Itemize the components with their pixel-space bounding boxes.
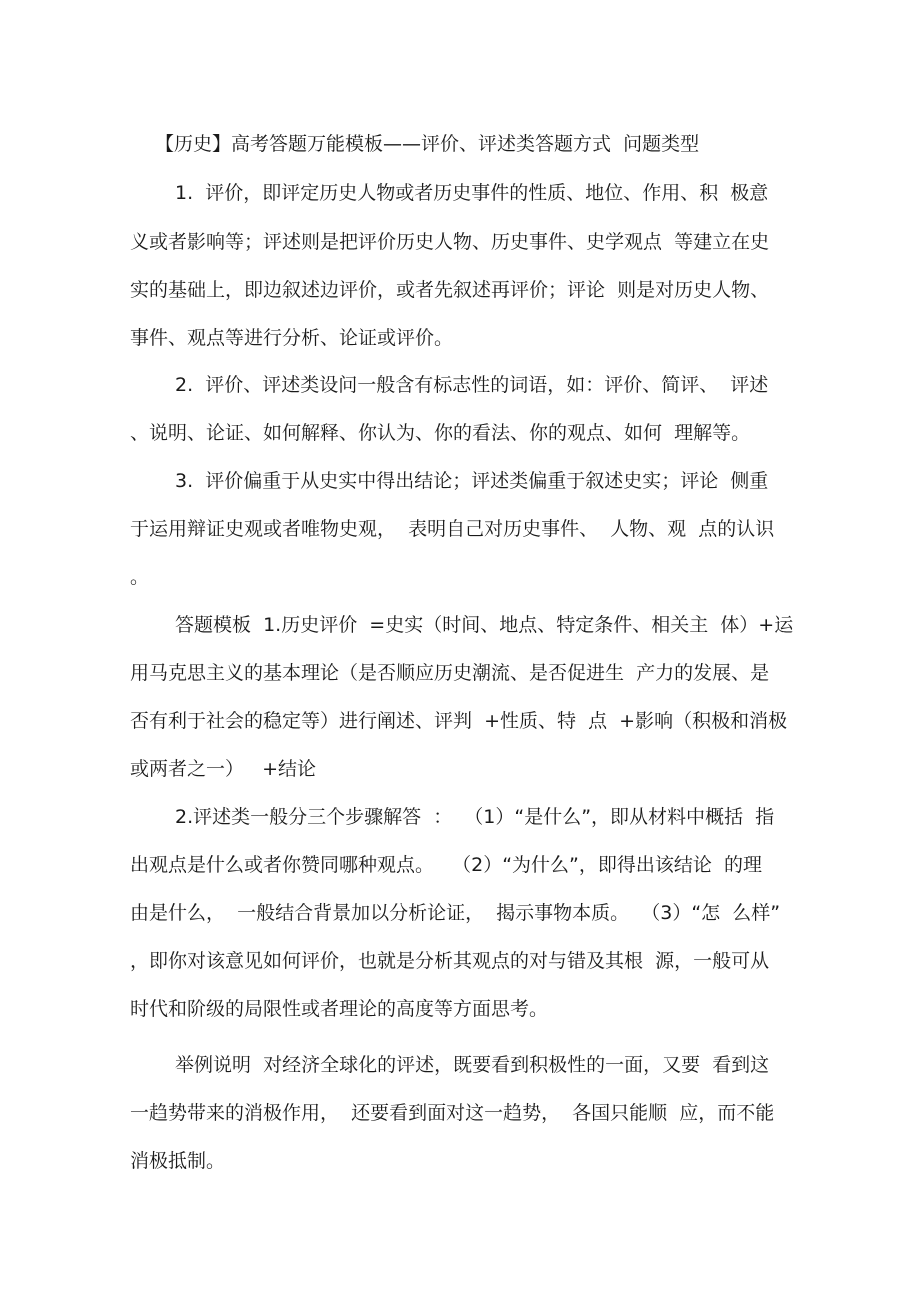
paragraph-line: 于运用辩证史观或者唯物史观， 表明自己对历史事件、 人物、观 点的认识 <box>130 518 775 540</box>
paragraph-line: 事件、观点等进行分析、论证或评价。 <box>130 327 454 349</box>
paragraph-line: 否有利于社会的稳定等）进行阐述、评判 +性质、特 点 +影响（积极和消极 <box>130 710 788 732</box>
paragraph-line: 消极抵制。 <box>130 1150 226 1172</box>
paragraph-line: 由是什么， 一般结合背景加以分析论证， 揭示事物本质。 （3）“怎 么样” <box>130 902 781 924</box>
paragraph-line: 。 <box>130 566 150 588</box>
paragraph-line: 实的基础上，即边叙述边评价，或者先叙述再评价；评论 则是对历史人物、 <box>130 279 770 301</box>
paragraph-line: 举例说明 对经济全球化的评述，既要看到积极性的一面，又要 看到这 <box>175 1054 770 1076</box>
paragraph-line: 1. 评价，即评定历史人物或者历史事件的性质、地位、作用、积 极意 <box>175 182 769 204</box>
paragraph-line: 2. 评价、评述类设问一般含有标志性的词语，如：评价、简评、 评述 <box>175 374 769 396</box>
paragraph-line: 、说明、论证、如何解释、你认为、你的看法、你的观点、如何 理解等。 <box>130 422 751 444</box>
paragraph-line: 或两者之一） +结论 <box>130 758 317 780</box>
paragraph-line: 时代和阶级的局限性或者理论的高度等方面思考。 <box>130 998 549 1020</box>
paragraph-line: 义或者影响等；评述则是把评价历史人物、历史事件、史学观点 等建立在史 <box>130 231 770 253</box>
paragraph-line: 2.评述类一般分三个步骤解答 ： （1）“是什么”，即从材料中概括 指 <box>175 806 775 828</box>
paragraph-line: ，即你对该意见如何评价，也就是分析其观点的对与错及其根 源，一般可从 <box>130 950 770 972</box>
paragraph-line: 一趋势带来的消极作用， 还要看到面对这一趋势， 各国只能顺 应，而不能 <box>130 1102 775 1124</box>
paragraph-line: 出观点是什么或者你赞同哪种观点。 （2）“为什么”，即得出该结论 的理 <box>130 854 762 876</box>
paragraph-line: 答题模板 1.历史评价 =史实（时间、地点、特定条件、相关主 体）+运 <box>175 614 794 636</box>
paragraph-line: 用马克思主义的基本理论（是否顺应历史潮流、是否促进生 产力的发展、是 <box>130 662 770 684</box>
page-title: 【历史】高考答题万能模板——评价、评述类答题方式 问题类型 <box>155 133 700 155</box>
paragraph-line: 3. 评价偏重于从史实中得出结论；评述类偏重于叙述史实；评论 侧重 <box>175 470 769 492</box>
